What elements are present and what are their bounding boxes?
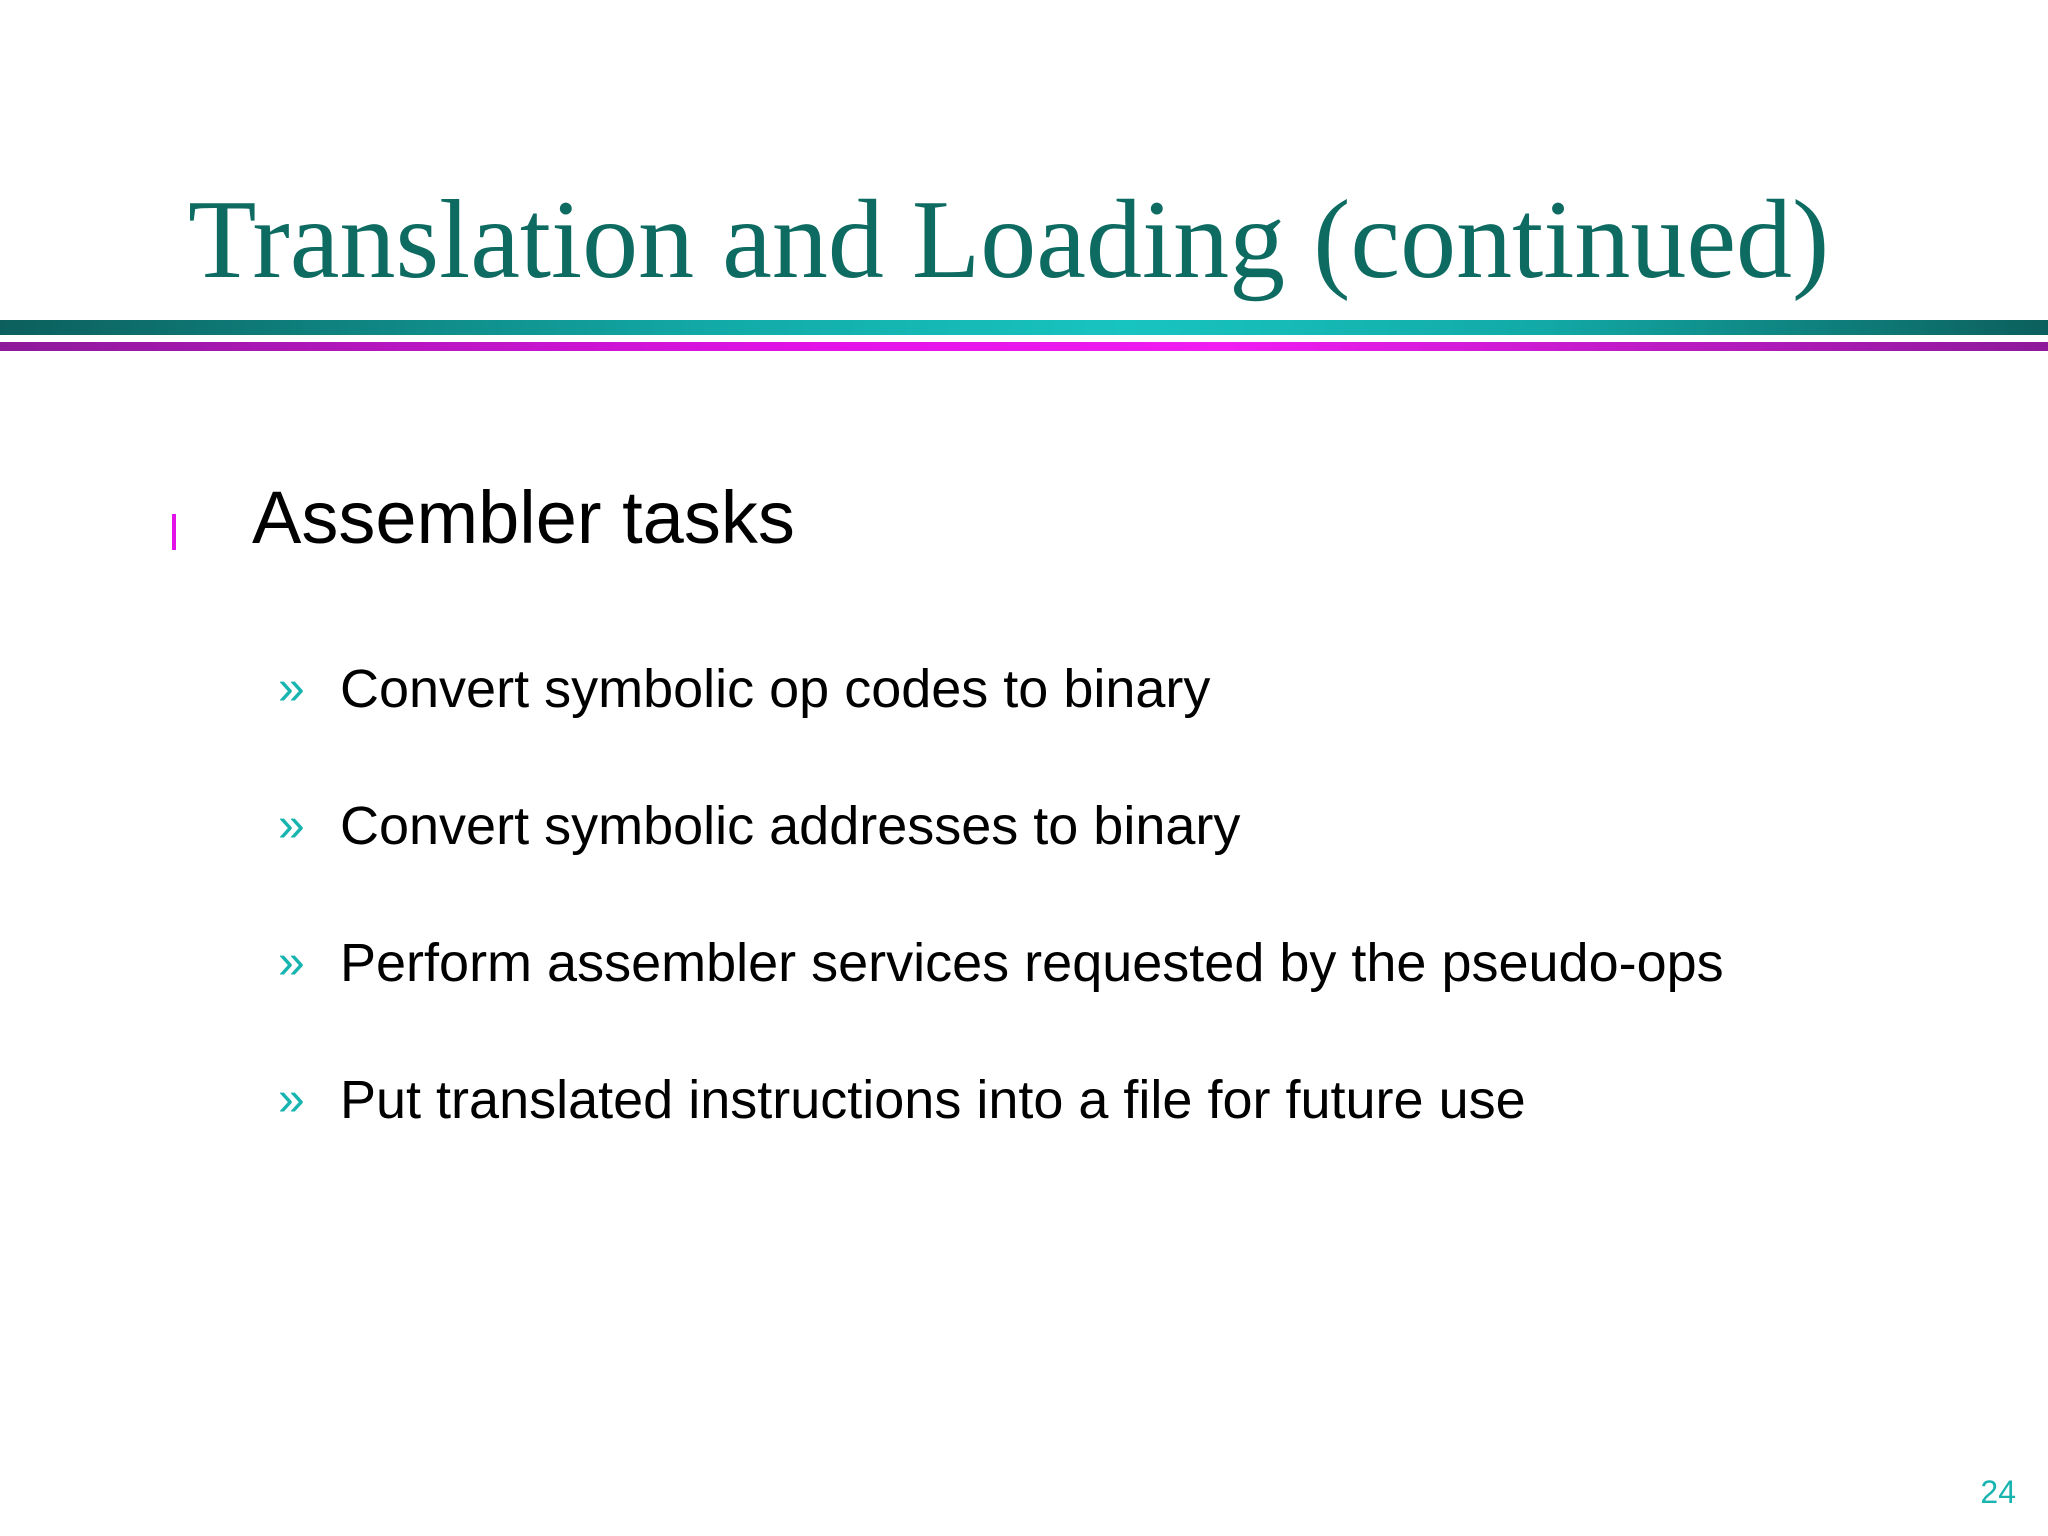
slide-title: Translation and Loading (continued) xyxy=(188,178,1830,302)
title-underline-magenta xyxy=(0,342,2048,351)
double-chevron-bullet-icon: » xyxy=(278,1072,305,1126)
double-chevron-bullet-icon: » xyxy=(278,935,305,989)
vertical-bar-bullet-icon xyxy=(172,514,176,550)
page-number: 24 xyxy=(1980,1474,2016,1510)
sub-bullet-item-4 xyxy=(278,1031,1724,1168)
title-underline-teal xyxy=(0,320,2048,335)
sub-bullet-text: Perform assembler services requested by the pseudo-ops xyxy=(340,932,1724,993)
double-chevron-bullet-icon: » xyxy=(278,661,305,715)
sub-bullet-item-2 xyxy=(278,757,1724,894)
sub-bullet-text: Convert symbolic addresses to binary xyxy=(340,795,1241,856)
main-bullet-item xyxy=(172,470,795,566)
sub-bullet-item-1 xyxy=(278,620,1724,757)
sub-bullet-text: Put translated instructions into a file for future use xyxy=(340,1069,1526,1130)
sub-bullet-item-3 xyxy=(278,894,1724,1031)
sub-bullet-text: Convert symbolic op codes to binary xyxy=(340,658,1211,719)
sub-bullet-list xyxy=(278,620,1724,1168)
main-bullet-text: Assembler tasks xyxy=(252,476,795,559)
double-chevron-bullet-icon: » xyxy=(278,798,305,852)
